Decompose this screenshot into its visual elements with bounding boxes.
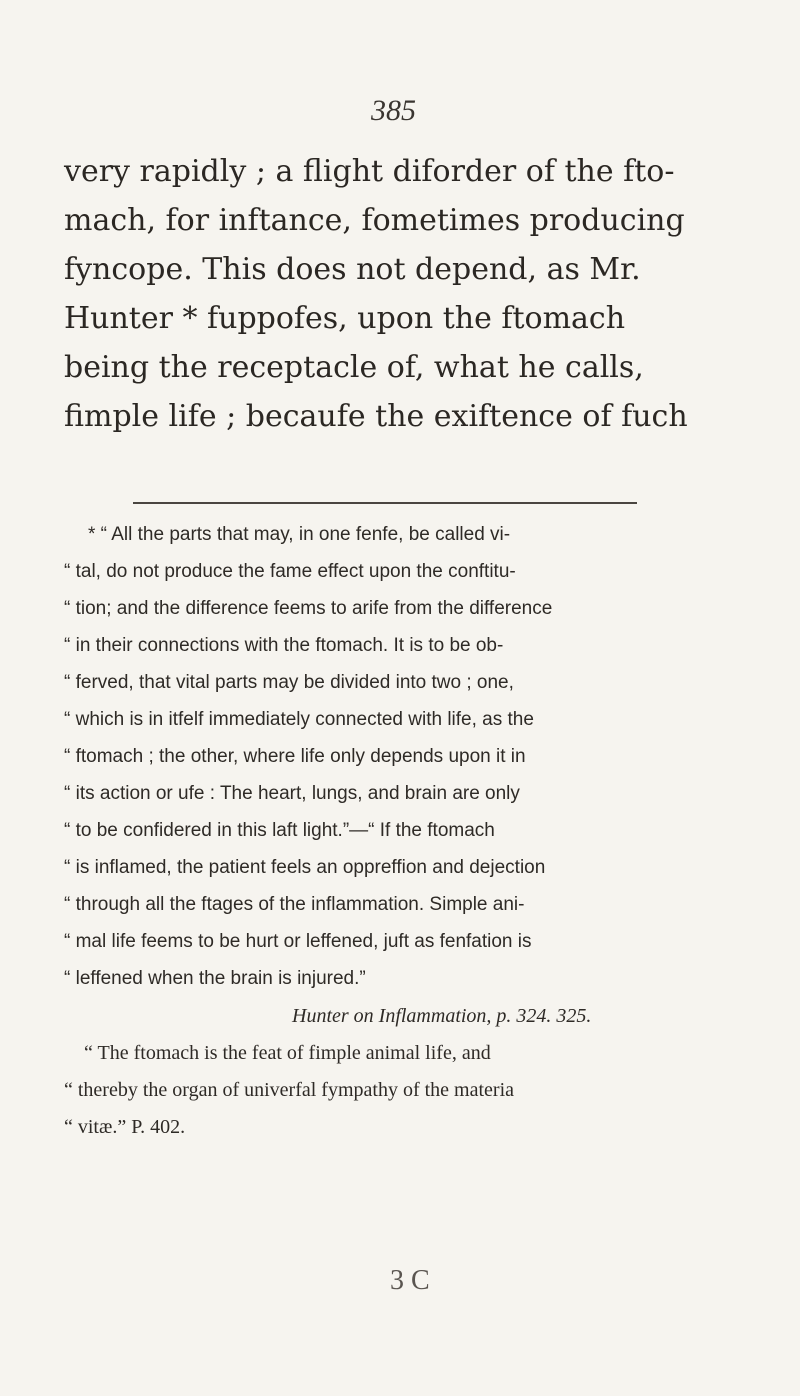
footnote-line: “ leffened when the brain is injured.” <box>64 968 366 989</box>
body-line: being the receptacle of, what he calls, <box>64 350 644 385</box>
footnote-line: “ through all the ftages of the inflammation. Simple ani- <box>64 894 525 915</box>
quote-line: “ The ftomach is the feat of fimple animal life, and <box>84 1042 491 1064</box>
footnote-line: “ ferved, that vital parts may be divided into two ; one, <box>64 672 514 693</box>
footnote-line: “ is inflamed, the patient feels an oppreffion and dejection <box>64 857 546 878</box>
footnote-line: “ ftomach ; the other, where life only depends upon it in <box>64 746 526 767</box>
footnote-line: “ which is in itfelf immediately connected with life, as the <box>64 709 534 730</box>
footnote-line: “ tal, do not produce the fame effect upon the conftitu- <box>64 561 516 582</box>
quote-line: “ thereby the organ of univerfal fympathy of the materia <box>64 1079 515 1101</box>
body-line: Hunter * fuppofes, upon the ftomach <box>64 301 626 336</box>
footnote-line: “ to be confidered in this laft light.”—“ If the ftomach <box>64 820 495 841</box>
body-line: mach, for inftance, fometimes producing <box>64 203 685 238</box>
footnote-citation: Hunter on Inflammation, p. 324. 325. <box>292 1005 592 1027</box>
quote-line: “ vitæ.” P. 402. <box>64 1116 186 1138</box>
body-line: very rapidly ; a flight diforder of the fto- <box>64 154 675 189</box>
footnote-line: “ tion; and the difference feems to arife from the difference <box>64 598 553 619</box>
page-number: 385 <box>371 94 416 127</box>
body-line: fimple life ; becaufe the exiftence of fuch <box>64 399 688 434</box>
footnote-divider <box>133 502 637 504</box>
body-line: fyncope. This does not depend, as Mr. <box>64 252 641 287</box>
printer-signature: 3 C <box>390 1265 430 1296</box>
footnote-line: * “ All the parts that may, in one fenfe, be called vi- <box>88 524 511 545</box>
footnote-line: “ in their connections with the ftomach. It is to be ob- <box>64 635 504 656</box>
footnote-line: “ its action or ufe : The heart, lungs, and brain are only <box>64 783 520 804</box>
footnote-line: “ mal life feems to be hurt or leffened, juft as fenfation is <box>64 931 532 952</box>
